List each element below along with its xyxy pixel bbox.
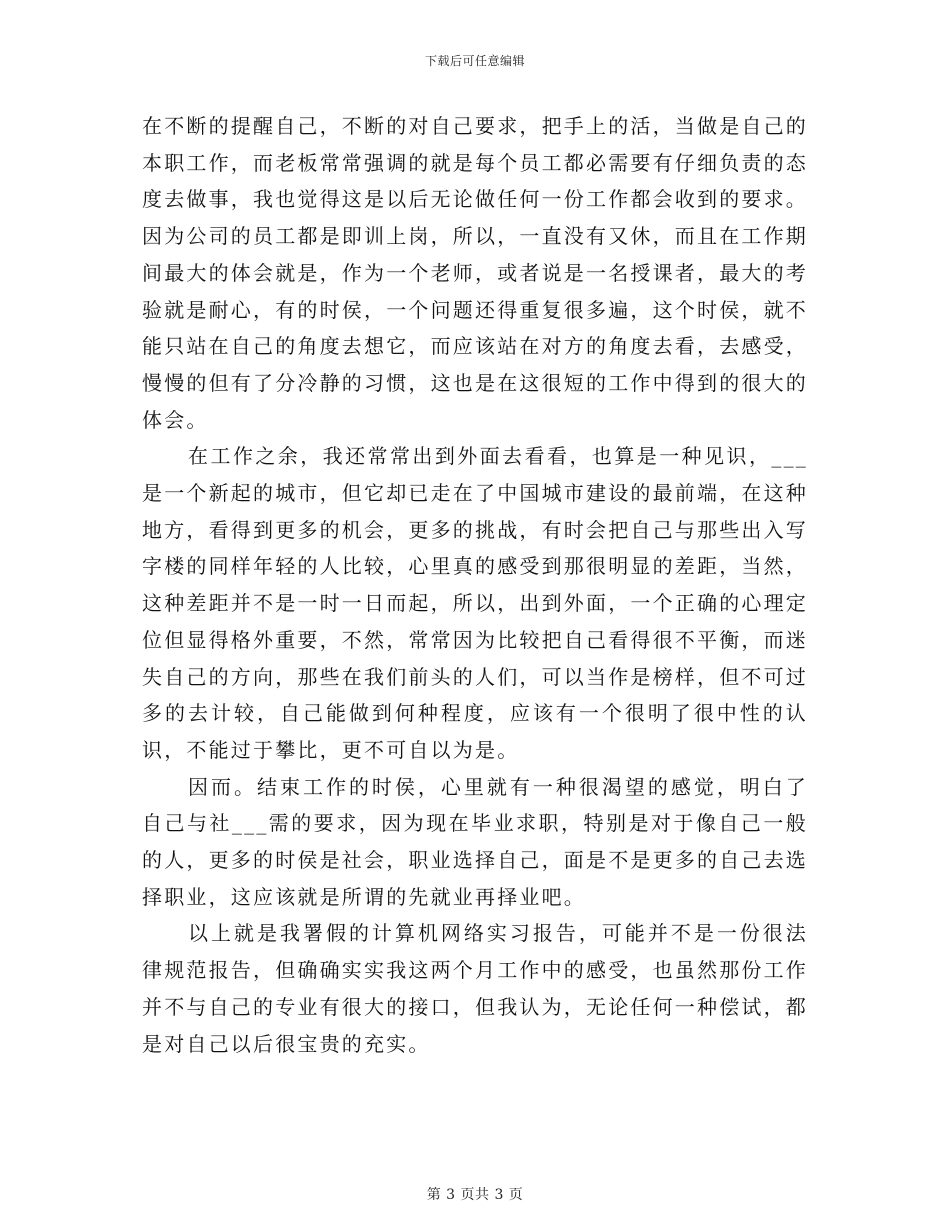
page-header: 下载后可任意编辑	[424, 54, 525, 68]
document-body	[142, 108, 808, 1062]
paragraph-3: 因而。结束工作的时侯，心里就有一种很渴望的感觉，明白了自己与社___需的要求，因为现在毕业求职，特别是对于像自己一般的人，更多的时侯是社会，职业选择自己，面是不是更多的自己去选择职业，这应该就是所谓的先就业再择业吧。	[142, 774, 808, 909]
paragraph-4: 以上就是我署假的计算机网络实习报告，可能并不是一份很法律规范报告，但确确实实我这两个月工作中的感受，也虽然那份工作并不与自己的专业有很大的接口，但我认为，无论任何一种偿试，都是对自己以后很宝贵的充实。	[142, 921, 808, 1056]
paragraph-1: 在不断的提醒自己，不断的对自己要求，把手上的活，当做是自己的本职工作，而老板常常强调的就是每个员工都必需要有仔细负责的态度去做事，我也觉得这是以后无论做任何一份工作都会收到的要求。因为公司的员工都是即训上岗，所以，一直没有又休，而且在工作期间最大的体会就是，作为一个老师，或者说是一名授课者，最大的考验就是耐心，有的时侯，一个问题还得重复很多遍，这个时侯，就不能只站在自己的角度去想它，而应该站在对方的角度去看，去感受，慢慢的但有了分冷静的习惯，这也是在这很短的工作中得到的很大的体会。	[142, 114, 808, 432]
page-footer: 第 3 页共 3 页	[426, 1187, 524, 1203]
paragraph-2: 在工作之余，我还常常出到外面去看看，也算是一种见识，___是一个新起的城市，但它却已走在了中国城市建设的最前端，在这种地方，看得到更多的机会，更多的挑战，有时会把自己与那些出入写字楼的同样年轻的人比较，心里真的感受到那很明显的差距，当然，这种差距并不是一时一日而起，所以，出到外面，一个正确的心理定位但显得格外重要，不然，常常因为比较把自己看得很不平衡，而迷失自己的方向，那些在我们前头的人们，可以当作是榜样，但不可过多的去计较，自己能做到何种程度，应该有一个很明了很中性的认识，不能过于攀比，更不可自以为是。	[142, 444, 808, 762]
